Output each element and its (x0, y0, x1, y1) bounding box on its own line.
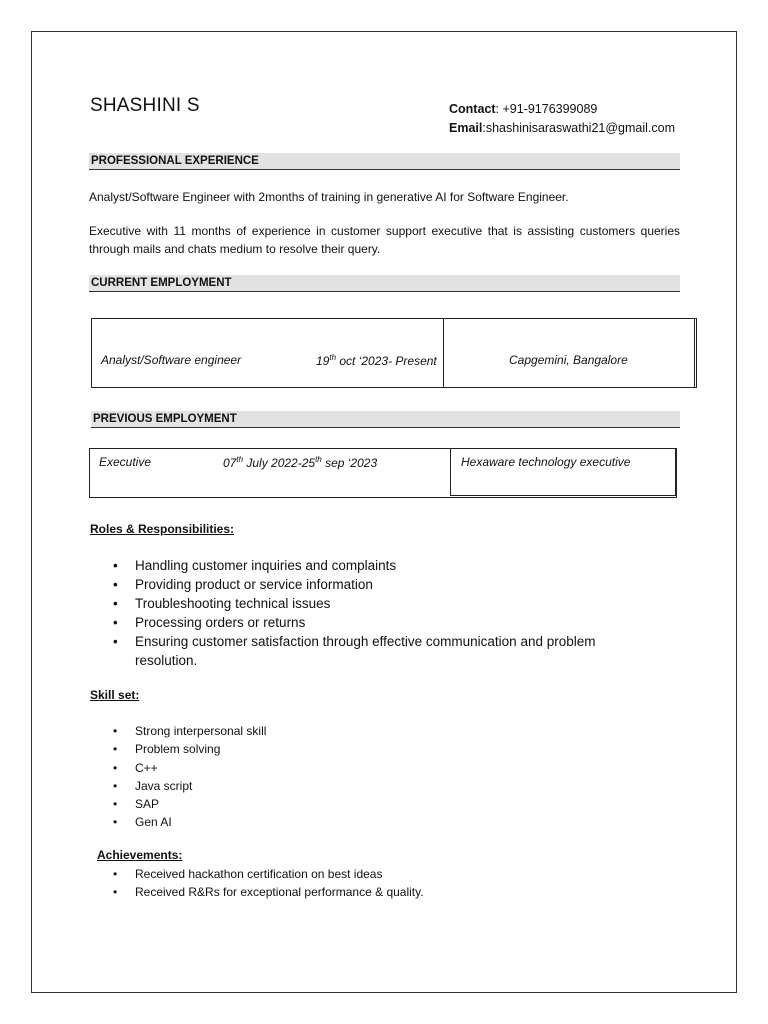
achievements-heading: Achievements: (97, 848, 183, 862)
current-dates (316, 353, 437, 368)
email-label: Email (449, 121, 483, 135)
email-address: :shashinisaraswathi21@gmail.com (482, 121, 675, 135)
list-item: • Received hackathon certification on best ideas (109, 865, 609, 883)
roles-heading: Roles & Responsibilities: (90, 522, 235, 536)
list-item: • Java script (109, 777, 509, 795)
list-item: • Processing orders or returns (109, 613, 649, 632)
experience-paragraph-1: Analyst/Software Engineer with 2months of training in generative AI for Software Engineer. (89, 190, 569, 204)
current-date-day: 19 (316, 354, 330, 368)
current-role: Analyst/Software engineer (101, 353, 242, 367)
previous-date-end-sup: th (315, 455, 322, 464)
list-item: • Strong interpersonal skill (109, 722, 509, 740)
contact-label: Contact (449, 102, 496, 116)
list-item: • Ensuring customer satisfaction through effective communication and problem resolution. (109, 632, 649, 670)
previous-role: Executive (99, 455, 152, 469)
skills-list (109, 722, 509, 832)
current-employment-heading: CURRENT EMPLOYMENT (89, 275, 680, 292)
previous-date-start-sup: th (236, 455, 244, 464)
roles-list (109, 556, 649, 670)
previous-date-end: sep ‘2023 (321, 456, 378, 470)
previous-date-mid: July 2022-25 (243, 456, 316, 470)
list-item: • Providing product or service information (109, 575, 649, 594)
previous-company: Hexaware technology executive (461, 455, 631, 469)
contact-block (449, 100, 675, 138)
list-item: • Problem solving (109, 740, 509, 758)
list-item: • SAP (109, 795, 509, 813)
list-item: • C++ (109, 759, 509, 777)
list-item: • Received R&Rs for exceptional performance & quality. (109, 883, 609, 901)
experience-paragraph-2: Executive with 11 months of experience in customer support executive that is assisting customers queries through mails and chats medium to resolve their query. (89, 224, 680, 256)
current-date-rest: oct ‘2023- Present (336, 354, 437, 368)
previous-employment-heading: PREVIOUS EMPLOYMENT (91, 411, 680, 428)
skills-heading: Skill set: (90, 688, 140, 702)
candidate-name: SHASHINI S (90, 95, 200, 116)
contact-phone: : +91-9176399089 (495, 102, 598, 116)
list-item: • Handling customer inquiries and complaints (109, 556, 649, 575)
list-item: • Gen AI (109, 813, 509, 831)
previous-dates (223, 455, 377, 470)
previous-date-start: 07 (223, 456, 237, 470)
email-line (449, 119, 675, 138)
professional-experience-heading: PROFESSIONAL EXPERIENCE (89, 153, 680, 170)
contact-line (449, 100, 675, 119)
achievements-list (109, 865, 609, 902)
current-date-sup: th (329, 353, 337, 362)
list-item: • Troubleshooting technical issues (109, 594, 649, 613)
current-company: Capgemini, Bangalore (509, 353, 628, 367)
